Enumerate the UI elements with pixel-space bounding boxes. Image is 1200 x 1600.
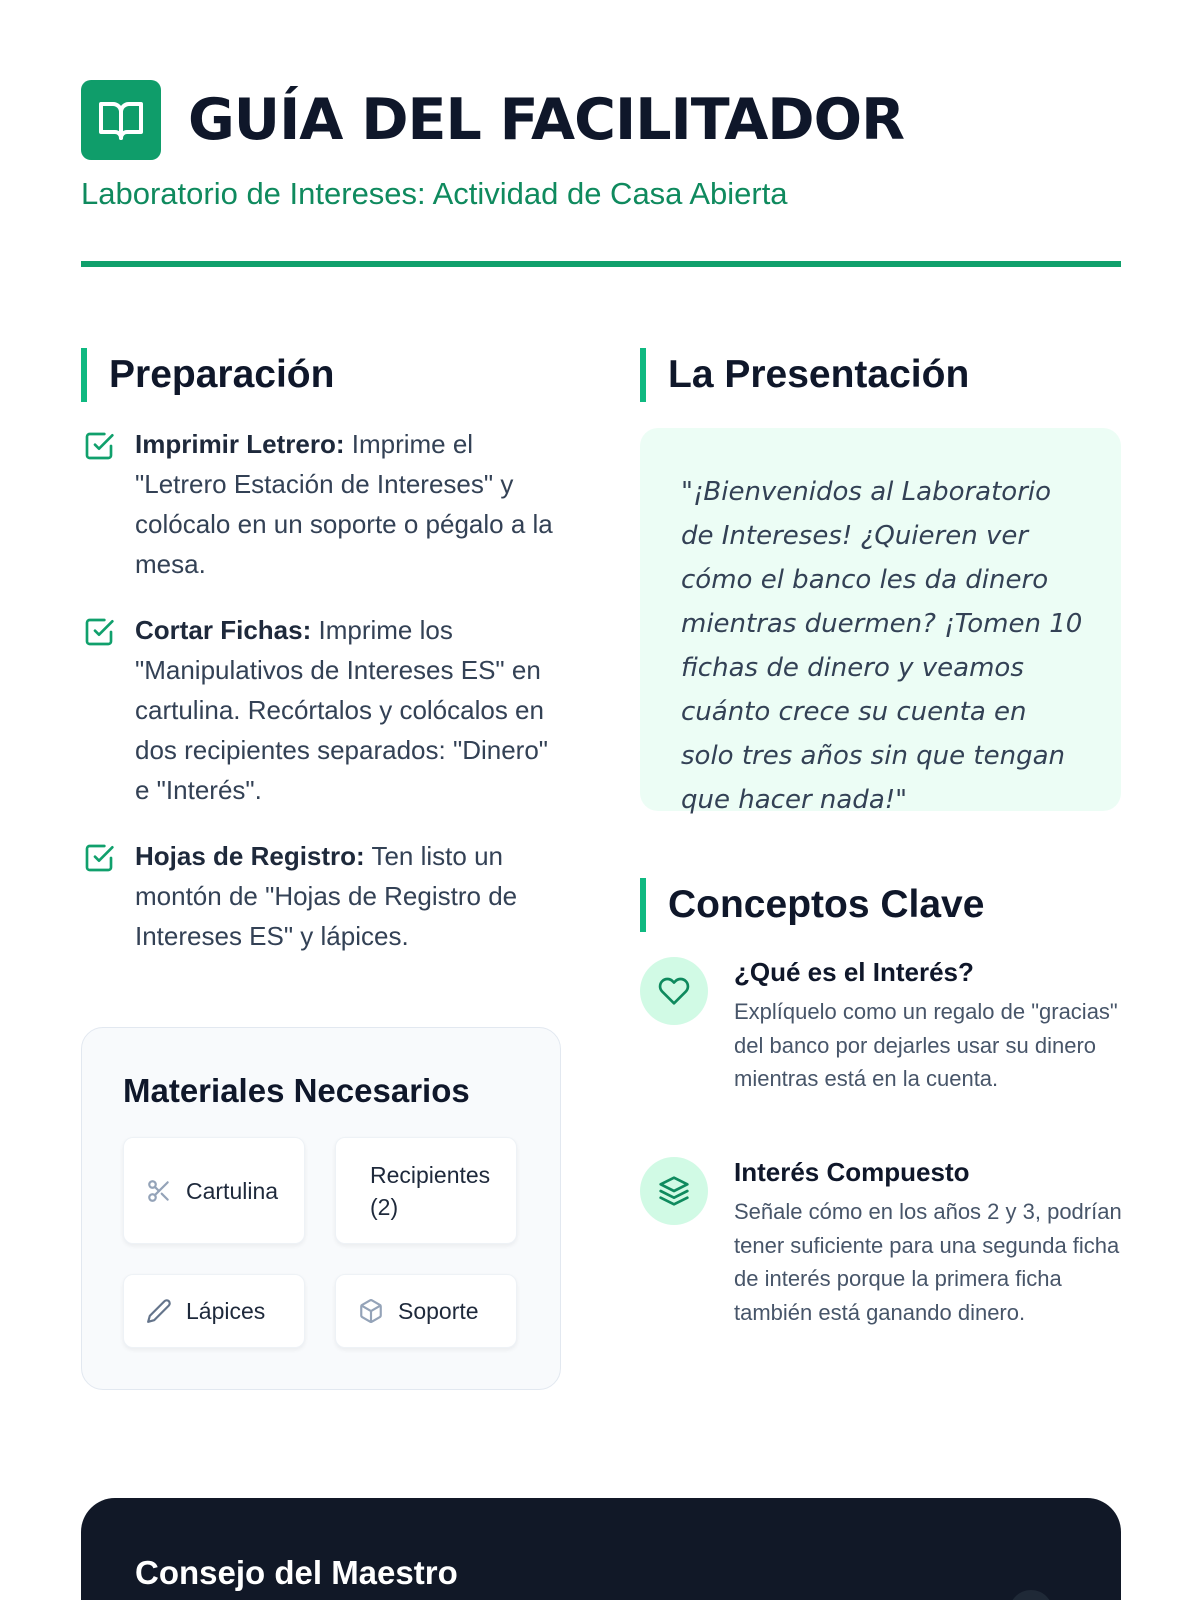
book-open-icon bbox=[81, 80, 161, 160]
list-item bbox=[81, 424, 561, 584]
material-item bbox=[123, 1137, 305, 1244]
materials-heading: Materiales Necesarios bbox=[123, 1072, 470, 1109]
item-text: Ten listo un montón de "Hojas de Registro de Intereses ES" y lápices. bbox=[135, 841, 518, 951]
pencil-icon bbox=[146, 1298, 172, 1324]
concept-text: Señale cómo en los años 2 y 3, podrían tener suficiente para una segunda ficha de interés porque la primera ficha también está ganando dinero. bbox=[734, 1199, 1122, 1325]
material-label: Lápices bbox=[186, 1298, 266, 1324]
material-label: Recipientes (2) bbox=[370, 1161, 491, 1220]
item-text: Imprime los "Manipulativos de Intereses ES" en cartulina. Recórtalos y colócalos en dos recipientes separados: "Dinero" e "Interés". bbox=[135, 615, 549, 805]
page-title: GUÍA DEL FACILITADOR bbox=[188, 87, 904, 153]
item-label: Imprimir Letrero: bbox=[135, 429, 345, 459]
checkbox-icon bbox=[83, 616, 115, 648]
list-item bbox=[81, 610, 561, 810]
concept-title: ¿Qué es el Interés? bbox=[734, 957, 974, 987]
scissors-icon bbox=[146, 1178, 172, 1204]
layers-icon bbox=[640, 1157, 708, 1225]
box-icon bbox=[358, 1298, 384, 1324]
preparation-list bbox=[81, 424, 561, 982]
list-item bbox=[81, 836, 561, 956]
concepts-heading: Conceptos Clave bbox=[640, 878, 984, 932]
item-label: Hojas de Registro: bbox=[135, 841, 365, 871]
checkbox-icon bbox=[83, 842, 115, 874]
item-label: Cortar Fichas: bbox=[135, 615, 312, 645]
teacher-tip-box bbox=[81, 1498, 1121, 1600]
heart-icon bbox=[640, 957, 708, 1025]
item-text: Imprime el "Letrero Estación de Intereses" y colócalo en un soporte o pégalo a la mesa. bbox=[135, 429, 553, 579]
presentation-quote-box bbox=[640, 428, 1121, 815]
lightbulb-icon bbox=[1009, 1590, 1053, 1600]
tip-heading: Consejo del Maestro bbox=[135, 1554, 458, 1591]
material-item bbox=[335, 1137, 517, 1244]
material-label: Cartulina bbox=[186, 1177, 279, 1204]
facilitator-guide-page bbox=[81, 0, 1121, 1600]
concept-text: Explíquelo como un regalo de "gracias" del banco por dejarles usar su dinero mientras está en la cuenta. bbox=[734, 999, 1118, 1091]
material-label: Soporte bbox=[398, 1298, 479, 1324]
presentation-heading: La Presentación bbox=[640, 348, 969, 402]
preparation-heading: Preparación bbox=[81, 348, 334, 402]
presentation-quote: "¡Bienvenidos al Laboratorio de Intereses! ¿Quieren ver cómo el banco les da dinero mientras duermen? ¡Tomen 10 fichas de dinero y veamos cuánto crece su cuenta en solo tres años sin que tengan que hacer nada!" bbox=[681, 477, 1083, 815]
material-item bbox=[335, 1274, 517, 1348]
header-divider bbox=[81, 261, 1121, 267]
page-subtitle: Laboratorio de Intereses: Actividad de Casa Abierta bbox=[81, 176, 788, 211]
checkbox-icon bbox=[83, 430, 115, 462]
concept-title: Interés Compuesto bbox=[734, 1157, 970, 1187]
materials-card bbox=[81, 1027, 561, 1390]
material-item bbox=[123, 1274, 305, 1348]
